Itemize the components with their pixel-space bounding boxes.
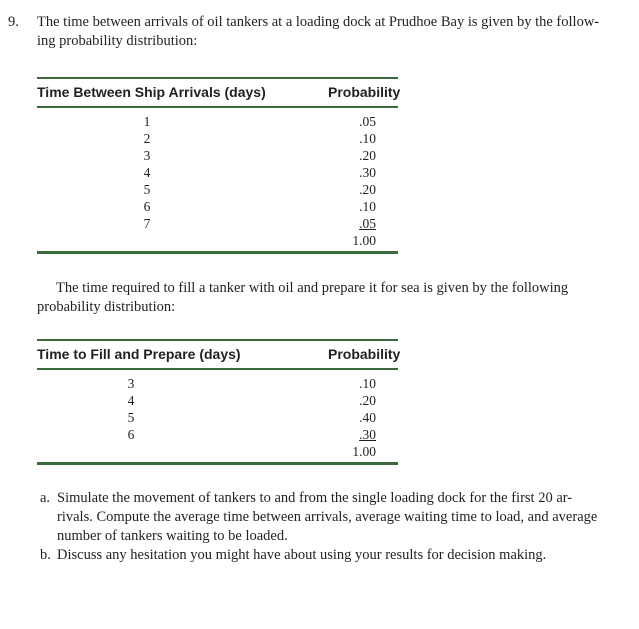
table1-days-cell: 7 [143,216,151,231]
table2-total-cell: 1.00 [352,444,376,459]
table1-header-right: Probability [328,84,401,100]
question-a-line-1: Simulate the movement of tankers to and from the single loading dock for the first 20 ar- [57,490,573,506]
table1-days-cell: 3 [143,148,151,163]
table1-total-cell: 1.00 [352,233,376,248]
table2-probability-cell: .20 [359,393,376,408]
table1-probability-cell: .05 [359,216,376,231]
question-b-line-1: Discuss any hesitation you might have about using your results for decision making. [57,547,547,563]
intro-line-1: The time between arrivals of oil tankers at a loading dock at Prudhoe Bay is given by the follow- [37,14,600,30]
table2-probability-cell: .30 [359,427,376,442]
table2-days-cell: 5 [127,410,135,425]
table2-probability-cell: .10 [359,376,376,391]
table2-days-cell: 6 [127,427,135,442]
table1-days-cell: 4 [143,165,151,180]
table2-probability-column [336,375,376,460]
intro-line-2: ing probability distribution: [37,33,198,49]
question-b-label: b. [40,547,51,563]
middle-line-2: probability distribution: [37,299,176,315]
table1-header-left: Time Between Ship Arrivals (days) [37,84,266,100]
table2-top-rule [37,339,398,341]
table2-days-cell: 3 [127,376,135,391]
table2-days-cell: 4 [127,393,135,408]
table1-probability-cell: .20 [359,182,376,197]
table1-probability-cell: .20 [359,148,376,163]
table1-probability-cell: .30 [359,165,376,180]
table1-bottom-rule [37,251,398,254]
table1-header-rule [37,106,398,108]
table1-probability-cell: .05 [359,114,376,129]
table1-probability-cell: .10 [359,199,376,214]
middle-line-1: The time required to fill a tanker with oil and prepare it for sea is given by the following [56,280,569,296]
question-a-line-3: number of tankers waiting to be loaded. [57,528,288,544]
table1-probability-cell: .10 [359,131,376,146]
table1-probability-column [336,113,376,249]
question-a-label: a. [40,490,51,506]
table2-header-right: Probability [328,346,401,362]
table1-days-cell: 5 [143,182,151,197]
question-a-line-2: rivals. Compute the average time between arrivals, average waiting time to load, and average [57,509,598,525]
table1-days-cell: 2 [143,131,151,146]
table2-header-left: Time to Fill and Prepare (days) [37,346,241,362]
table2-header-rule [37,368,398,370]
table1-days-cell: 1 [143,114,151,129]
table1-top-rule [37,77,398,79]
problem-number: 9. [8,14,19,30]
table2-bottom-rule [37,462,398,465]
table1-days-cell: 6 [143,199,151,214]
table2-probability-cell: .40 [359,410,376,425]
